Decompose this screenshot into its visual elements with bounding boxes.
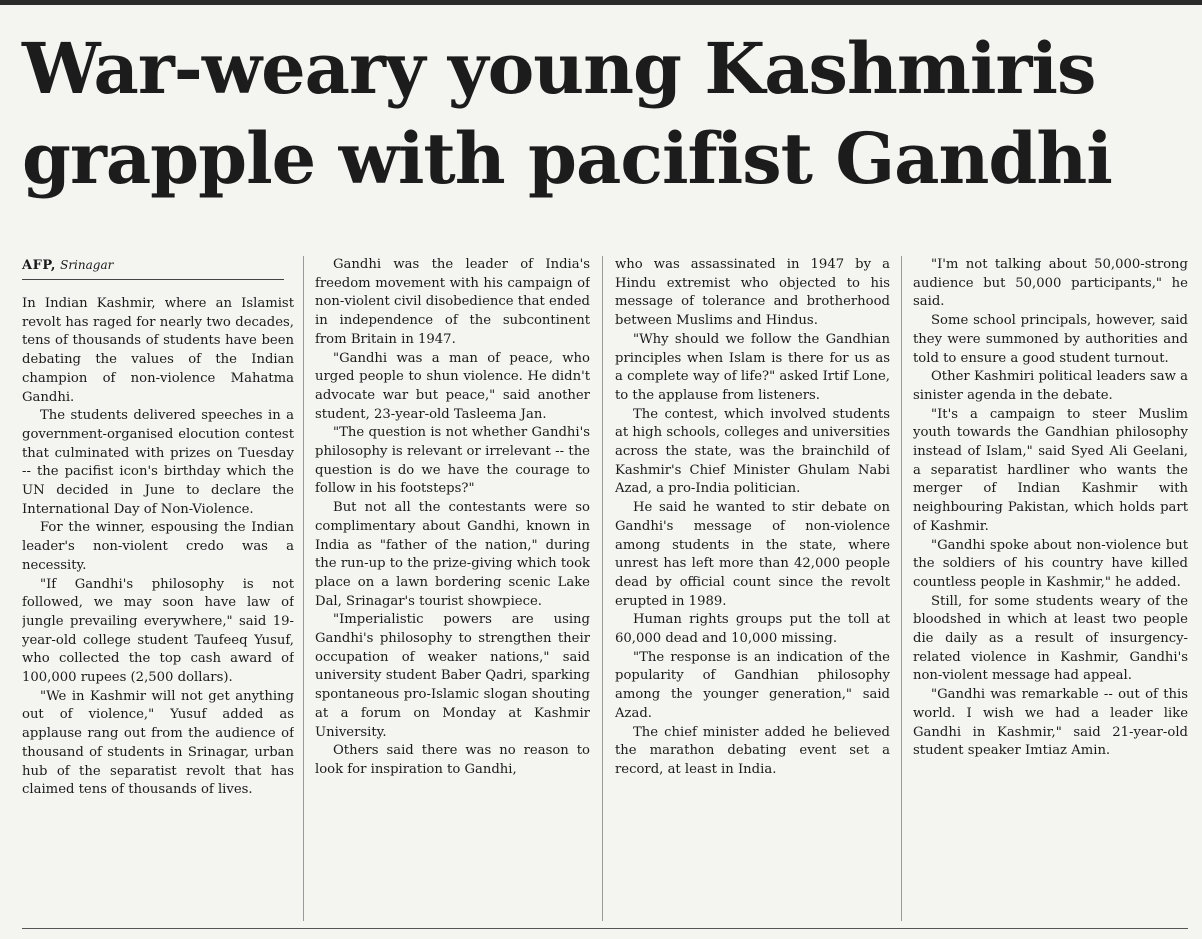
paragraph: who was assassinated in 1947 by a Hindu extremist who objected to his message of tolerance and brotherhood between Muslims and Hindus. (615, 257, 890, 329)
headline-line-1: War-weary young Kashmiris (22, 27, 1096, 110)
paragraph: For the winner, espousing the Indian leader's non-violent credo was a necessity. (22, 520, 294, 573)
byline-agency: AFP, (22, 258, 56, 273)
paragraph: Others said there was no reason to look for inspiration to Gandhi, (315, 743, 590, 777)
paragraph: He said he wanted to stir debate on Gandhi's message of non-violence among students in the state, where unrest has left more than 42,000 people dead by official count since the revolt erupted in 1989. (615, 500, 890, 609)
paragraph: The contest, which involved students at high schools, colleges and universities across the state, was the brainchild of Kashmir's Chief Minister Ghulam Nabi Azad, a pro-India politician. (615, 406, 890, 497)
paragraph: "Imperialistic powers are using Gandhi's philosophy to strengthen their occupation of weaker nations," said university student Baber Qadri, sparking spontaneous pro-Islamic slogan shouting at a forum on Monday at Kashmir University. (315, 612, 590, 740)
paragraph: Still, for some students weary of the bloodshed in which at least two people die daily as a result of insurgency-related violence in Kashmir, Gandhi's non-violent message had appeal. (913, 593, 1188, 684)
article-column-4 (913, 256, 1188, 921)
paragraph: "The question is not whether Gandhi's philosophy is relevant or irrelevant -- the question is do we have the courage to follow in his footsteps?" (315, 425, 590, 497)
paragraph: The students delivered speeches in a government-organised elocution contest that culminated with prizes on Tuesday -- the pacifist icon's birthday which the UN decided in June to declare the International Day of Non-Violence. (22, 408, 294, 517)
column-divider (901, 256, 902, 921)
headline (22, 24, 1192, 204)
top-rule (0, 0, 1202, 5)
paragraph: The chief minister added he believed the marathon debating event set a record, at least in India. (615, 724, 890, 777)
paragraph: "The response is an indication of the popularity of Gandhian philosophy among the younger generation," said Azad. (615, 649, 890, 721)
article-column-2 (315, 256, 590, 921)
paragraph: "Gandhi was a man of peace, who urged people to shun violence. He didn't advocate war but peace," said another student, 23-year-old Tasleema Jan. (315, 350, 590, 422)
column-divider (602, 256, 603, 921)
paragraph: "Gandhi spoke about non-violence but the soldiers of his country have killed countless people in Kashmir," he added. (913, 537, 1188, 590)
byline-place: Srinagar (60, 258, 114, 272)
column-divider (303, 256, 304, 921)
paragraph: Human rights groups put the toll at 60,000 dead and 10,000 missing. (615, 612, 890, 647)
paragraph: "We in Kashmir will not get anything out of violence," Yusuf added as applause rang out from the audience of thousand of students in Srinagar, urban hub of the separatist revolt that has claimed tens of thousands of lives. (22, 688, 294, 798)
paragraph: Other Kashmiri political leaders saw a sinister agenda in the debate. (913, 369, 1188, 403)
paragraph: "Gandhi was remarkable -- out of this world. I wish we had a leader like Gandhi in Kashmir," said 21-year-old student speaker Imtiaz Amin. (913, 687, 1188, 759)
paragraph: Gandhi was the leader of India's freedom movement with his campaign of non-violent civil disobedience that ended in independence of the subcontinent from Britain in 1947. (315, 257, 590, 347)
paragraph: Some school principals, however, said they were summoned by authorities and told to ensure a good student turnout. (913, 313, 1188, 366)
headline-line-2: grapple with pacifist Gandhi (22, 117, 1112, 200)
article-column-1 (22, 295, 294, 920)
paragraph: In Indian Kashmir, where an Islamist revolt has raged for nearly two decades, tens of thousands of students have been debating the values of the Indian champion of non-violence Mahatma Gandhi. (22, 296, 294, 405)
paragraph: "If Gandhi's philosophy is not followed, we may soon have law of jungle prevailing everywhere," said 19-year-old college student Taufeeq Yusuf, who collected the top cash award of 100,000 rupees (2,500 dollars). (22, 576, 294, 686)
paragraph: "It's a campaign to steer Muslim youth towards the Gandhian philosophy instead of Islam," said Syed Ali Geelani, a separatist hardliner who wants the merger of Indian Kashmir with neighbouring Pakistan, which holds part of Kashmir. (913, 406, 1188, 534)
article-column-3 (615, 256, 890, 921)
paragraph: But not all the contestants were so complimentary about Gandhi, known in India as "father of the nation," during the run-up to the prize-giving which took place on a lawn bordering scenic Lake Dal, Srinagar's tourist showpiece. (315, 500, 590, 609)
paragraph: "I'm not talking about 50,000-strong audience but 50,000 participants," he said. (913, 257, 1188, 310)
byline (22, 256, 284, 280)
bottom-rule (22, 928, 1188, 929)
paragraph: "Why should we follow the Gandhian principles when Islam is there for us as a complete way of life?" asked Irtif Lone, to the applause from listeners. (615, 331, 890, 403)
